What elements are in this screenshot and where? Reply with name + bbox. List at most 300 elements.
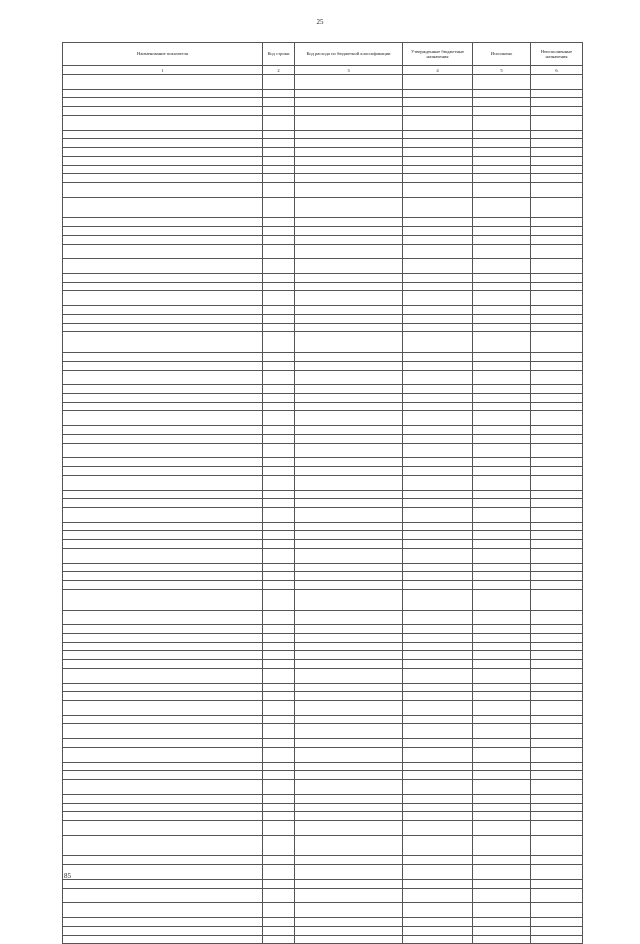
table-cell [403,490,473,499]
table-header-row [63,43,583,66]
table-cell [473,332,531,353]
table-cell [63,139,263,148]
table-cell [263,918,295,927]
table-cell [295,747,403,762]
table-row [63,610,583,625]
table-cell [403,762,473,771]
table-cell [531,174,583,183]
table-cell [531,812,583,821]
table-cell [531,89,583,98]
table-row [63,581,583,590]
table-cell [295,182,403,197]
table-cell [403,323,473,332]
table-cell [473,572,531,581]
table-cell [295,89,403,98]
table-cell [263,581,295,590]
table-cell [263,89,295,98]
table-cell [63,332,263,353]
table-cell [63,548,263,563]
table-cell [531,182,583,197]
table-cell [531,115,583,130]
table-row [63,747,583,762]
table-row [63,589,583,610]
table-cell [263,820,295,835]
table-cell [295,507,403,522]
page-number: 25 [316,18,324,26]
table-cell [295,642,403,651]
table-cell [263,235,295,244]
table-cell [63,625,263,634]
table-cell [295,888,403,903]
table-cell [63,227,263,236]
table-cell [263,780,295,795]
table-cell [531,803,583,812]
table-cell [403,218,473,227]
table-row [63,507,583,522]
table-cell [473,507,531,522]
table-row [63,926,583,935]
table-cell [473,724,531,739]
table-cell [473,244,531,259]
table-cell [295,115,403,130]
table-cell [473,227,531,236]
table-row [63,803,583,812]
column-header-expense-code: Код расхода по бюджетной классификации [295,43,403,66]
table-row [63,835,583,856]
table-cell [473,531,531,540]
table-cell [295,235,403,244]
table-row [63,812,583,821]
table-cell [63,865,263,880]
table-cell [63,926,263,935]
table-cell [63,475,263,490]
table-cell [403,274,473,283]
table-cell [473,633,531,642]
table-cell [63,724,263,739]
table-cell [295,426,403,435]
table-cell [263,633,295,642]
table-cell [295,668,403,683]
table-cell [473,812,531,821]
table-cell [263,888,295,903]
table-cell [531,490,583,499]
table-cell [263,174,295,183]
table-row [63,107,583,116]
table-cell [531,130,583,139]
table-cell [295,218,403,227]
table-cell [63,794,263,803]
table-cell [295,724,403,739]
table-cell [531,306,583,315]
table-cell [531,715,583,724]
table-cell [263,361,295,370]
table-cell [263,794,295,803]
table-cell [63,835,263,856]
table-cell [63,130,263,139]
table-cell [403,75,473,90]
table-cell [295,227,403,236]
table-cell [531,361,583,370]
table-cell [63,259,263,274]
table-cell [63,522,263,531]
table-row [63,668,583,683]
table-cell [263,259,295,274]
table-cell [473,589,531,610]
table-cell [63,394,263,403]
table-cell [263,692,295,701]
table-row [63,394,583,403]
table-cell [63,458,263,467]
table-cell [531,165,583,174]
table-cell [473,888,531,903]
table-cell [473,856,531,865]
table-cell [263,610,295,625]
table-row [63,291,583,306]
table-cell [63,75,263,90]
table-cell [531,75,583,90]
table-cell [531,794,583,803]
table-row [63,218,583,227]
table-cell [63,197,263,218]
table-cell [63,812,263,821]
table-cell [63,903,263,918]
table-cell [263,411,295,426]
table-cell [531,394,583,403]
table-cell [295,540,403,549]
table-cell [295,499,403,508]
table-cell [403,739,473,748]
table-cell [63,531,263,540]
table-cell [473,370,531,385]
table-row [63,156,583,165]
table-cell [403,865,473,880]
table-cell [403,332,473,353]
table-cell [403,747,473,762]
table-cell [295,803,403,812]
table-cell [63,274,263,283]
table-cell [403,443,473,458]
table-cell [531,581,583,590]
table-cell [403,411,473,426]
table-cell [295,282,403,291]
table-cell [473,139,531,148]
table-cell [531,218,583,227]
table-cell [295,572,403,581]
table-cell [295,148,403,157]
table-cell [531,589,583,610]
table-cell [531,572,583,581]
table-cell [403,467,473,476]
table-cell [263,762,295,771]
table-cell [473,130,531,139]
table-cell [403,458,473,467]
table-row [63,235,583,244]
table-cell [473,642,531,651]
table-cell [403,563,473,572]
table-cell [63,701,263,716]
table-cell [63,182,263,197]
table-row [63,282,583,291]
table-cell [263,443,295,458]
table-cell [63,411,263,426]
table-cell [295,244,403,259]
table-cell [63,610,263,625]
table-row [63,633,583,642]
table-cell [473,197,531,218]
table-cell [473,291,531,306]
table-cell [295,314,403,323]
table-cell [531,385,583,394]
column-number: 5 [473,66,531,75]
table-cell [295,926,403,935]
table-cell [403,540,473,549]
table-cell [473,107,531,116]
table-cell [263,803,295,812]
table-cell [295,458,403,467]
table-cell [473,98,531,107]
table-cell [295,633,403,642]
table-row [63,660,583,669]
table-cell [531,139,583,148]
table-cell [531,856,583,865]
table-cell [473,715,531,724]
table-cell [473,115,531,130]
table-cell [63,820,263,835]
table-row [63,794,583,803]
table-cell [295,835,403,856]
table-cell [63,165,263,174]
table-cell [263,282,295,291]
table-cell [63,692,263,701]
table-cell [263,660,295,669]
table-cell [403,89,473,98]
table-cell [295,903,403,918]
table-cell [473,75,531,90]
table-cell [531,724,583,739]
table-cell [473,865,531,880]
table-cell [531,434,583,443]
table-cell [473,739,531,748]
table-cell [263,385,295,394]
table-cell [531,540,583,549]
table-cell [473,235,531,244]
table-cell [531,426,583,435]
table-cell [263,572,295,581]
table-cell [263,507,295,522]
table-row [63,642,583,651]
table-row [63,865,583,880]
table-cell [263,98,295,107]
table-cell [263,835,295,856]
table-cell [473,434,531,443]
table-cell [473,394,531,403]
table-cell [295,610,403,625]
table-cell [531,156,583,165]
table-cell [403,499,473,508]
table-cell [263,771,295,780]
table-row [63,625,583,634]
table-cell [295,548,403,563]
table-cell [295,467,403,476]
table-cell [531,282,583,291]
table-row [63,692,583,701]
table-row [63,715,583,724]
table-cell [263,332,295,353]
table-cell [295,394,403,403]
table-row [63,411,583,426]
table-row [63,361,583,370]
table-cell [263,812,295,821]
table-cell [473,935,531,944]
table-cell [473,581,531,590]
table-cell [295,589,403,610]
table-cell [295,820,403,835]
table-cell [63,218,263,227]
table-cell [531,458,583,467]
table-cell [473,879,531,888]
table-cell [473,89,531,98]
table-cell [531,274,583,283]
table-cell [63,148,263,157]
table-cell [63,572,263,581]
table-cell [295,98,403,107]
table-cell [473,475,531,490]
table-cell [63,89,263,98]
table-cell [473,926,531,935]
table-cell [473,563,531,572]
column-number: 4 [403,66,473,75]
table-cell [403,835,473,856]
table-row [63,182,583,197]
table-cell [531,918,583,927]
table-cell [295,353,403,362]
table-cell [531,820,583,835]
table-cell [531,197,583,218]
footer-page-number: 85 [64,872,71,880]
table-cell [263,563,295,572]
table-cell [531,291,583,306]
table-row [63,353,583,362]
table-cell [403,780,473,795]
table-cell [63,762,263,771]
table-cell [263,879,295,888]
table-cell [295,918,403,927]
table-cell [403,548,473,563]
table-cell [263,747,295,762]
table-cell [403,856,473,865]
table-cell [473,747,531,762]
table-cell [473,660,531,669]
table-cell [295,443,403,458]
table-cell [63,353,263,362]
table-cell [531,926,583,935]
table-cell [531,633,583,642]
table-cell [403,715,473,724]
table-cell [473,426,531,435]
table-cell [473,314,531,323]
table-cell [473,918,531,927]
table-row [63,443,583,458]
table-cell [295,291,403,306]
table-cell [531,244,583,259]
table-cell [473,835,531,856]
table-cell [295,522,403,531]
table-cell [403,522,473,531]
table-cell [63,803,263,812]
table-cell [295,794,403,803]
table-cell [63,291,263,306]
table-cell [263,115,295,130]
table-cell [63,244,263,259]
table-cell [473,218,531,227]
table-cell [403,660,473,669]
table-cell [403,633,473,642]
table-cell [403,244,473,259]
table-cell [263,668,295,683]
table-cell [295,812,403,821]
table-cell [63,385,263,394]
table-cell [473,182,531,197]
table-cell [403,130,473,139]
table-cell [403,426,473,435]
table-row [63,701,583,716]
table-cell [263,274,295,283]
table-cell [263,522,295,531]
table-cell [295,692,403,701]
table-cell [473,156,531,165]
table-cell [403,182,473,197]
table-cell [263,458,295,467]
table-cell [531,701,583,716]
table-cell [263,156,295,165]
table-cell [403,148,473,157]
table-cell [403,771,473,780]
table-cell [63,642,263,651]
table-cell [403,651,473,660]
table-row [63,227,583,236]
table-cell [473,490,531,499]
table-cell [295,563,403,572]
table-cell [403,918,473,927]
table-cell [263,323,295,332]
table-cell [295,385,403,394]
table-cell [263,531,295,540]
table-row [63,540,583,549]
table-cell [531,879,583,888]
table-row [63,244,583,259]
table-cell [531,507,583,522]
table-cell [295,332,403,353]
table-cell [295,865,403,880]
table-cell [295,130,403,139]
table-cell [531,692,583,701]
table-cell [531,762,583,771]
table-cell [263,625,295,634]
table-cell [263,589,295,610]
table-cell [403,139,473,148]
table-cell [295,739,403,748]
table-cell [263,370,295,385]
table-cell [403,361,473,370]
table-cell [403,291,473,306]
table-cell [63,747,263,762]
table-cell [531,370,583,385]
table-cell [295,490,403,499]
table-cell [403,353,473,362]
table-row [63,548,583,563]
table-row [63,771,583,780]
table-cell [403,385,473,394]
